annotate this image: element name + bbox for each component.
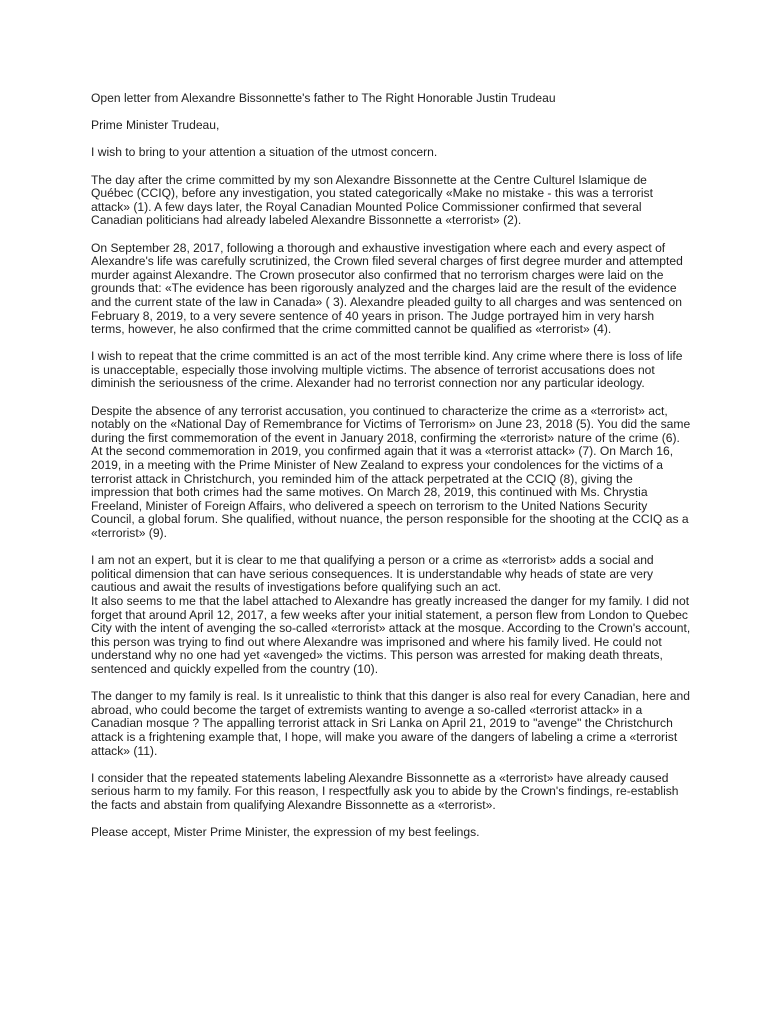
- paragraph-day-after: The day after the crime committed by my son Alexandre Bissonnette at the Centre Culturel Islamique de Québec (CCIQ), before any investigation, you stated categorically «Make no mistake - this was a terrorist attack» (1). A few days later, the Royal Canadian Mounted Police Commissioner confirmed that several Canadian politicians had already labeled Alexandre Bissonnette a «terrorist» (2).: [91, 172, 653, 228]
- paragraph-seriousness: I wish to repeat that the crime committed is an act of the most terrible kind. Any crime where there is loss of life is unacceptable, especially those involving multiple victims. The absence of terrorist accusations does not diminish the seriousness of the crime. Alexander had no terrorist connection nor any particular ideology.: [91, 349, 683, 391]
- letter-salutation: Prime Minister Trudeau,: [91, 118, 220, 133]
- paragraph-danger-real: The danger to my family is real. Is it unrealistic to think that this danger is also real for every Canadian, here and abroad, who could become the target of extremists wanting to avenge a so-called «terrorist attack» in a Canadian mosque ? The appalling terrorist attack in Sri Lanka on April 21, 2019 to "avenge" the Christchurch attack is a frightening example that, I hope, will make you aware of the dangers of labeling a crime a «terrorist attack» (11).: [91, 689, 690, 758]
- letter-heading: Open letter from Alexandre Bissonnette's father to The Right Honorable Justin Trudeau: [91, 91, 556, 105]
- paragraph-danger-label: It also seems to me that the label attached to Alexandre has greatly increased the danger for my family. I did not forget that around April 12, 2017, a few weeks after your initial statement, a person flew from London to Quebec City with the intent of avenging the so-called «terrorist» attack at the mosque. According to the Crown's account, this person was trying to find out where Alexandre was imprisoned and where his family lived. He could not understand why no one had yet «avenged» the victims. This person was arrested for making death threats, sentenced and quickly expelled from the country (10).: [91, 593, 691, 676]
- paragraph-intro: I wish to bring to your attention a situation of the utmost concern.: [91, 145, 438, 160]
- paragraph-investigation: On September 28, 2017, following a thorough and exhaustive investigation where each and every aspect of Alexandre's life was carefully scrutinized, the Crown filed several charges of first degree murder and attempted murder against Alexandre. The Crown prosecutor also confirmed that no terrorism charges were laid on the grounds that: «The evidence has been rigorously analyzed and the charges laid are the result of the evidence and the current state of the law in Canada» ( 3). Alexandre pleaded guilty to all charges and was sentenced on February 8, 2019, to a very severe sentence of 40 years in prison. The Judge portrayed him in very harsh terms, however, he also confirmed that the crime committed cannot be qualified as «terrorist» (4).: [91, 240, 683, 337]
- paragraph-not-expert: I am not an expert, but it is clear to me that qualifying a person or a crime as «terrorist» adds a social and political dimension that can have serious consequences. It is understandable why heads of state are very cautious and await the results of investigations before qualifying such an act.: [91, 553, 654, 595]
- letter-closing: Please accept, Mister Prime Minister, the expression of my best feelings.: [91, 825, 480, 840]
- letter-page: [91, 92, 691, 853]
- paragraph-request: I consider that the repeated statements labeling Alexandre Bissonnette as a «terrorist» have already caused serious harm to my family. For this reason, I respectfully ask you to abide by the Crown's findings, re-establish the facts and abstain from qualifying Alexandre Bissonnette as a «terrorist».: [91, 770, 679, 812]
- paragraph-characterization: Despite the absence of any terrorist accusation, you continued to characterize the crime as a «terrorist» act, notably on the «National Day of Remembrance for Victims of Terrorism» on June 23, 2018 (5). You did the same during the first commemoration of the event in January 2018, confirming the «terrorist» nature of the crime (6). At the second commemoration in 2019, you confirmed again that it was a «terrorist attack» (7). On March 16, 2019, in a meeting with the Prime Minister of New Zealand to express your condolences for the victims of a terrorist attack in Christchurch, you reminded him of the attack perpetrated at the CCIQ (8), giving the impression that both crimes had the same motives. On March 28, 2019, this continued with Ms. Chrystia Freeland, Minister of Foreign Affairs, who delivered a speech on terrorism to the United Nations Security Council, a global forum. She qualified, without nuance, the person responsible for the shooting at the CCIQ as a «terrorist» (9).: [91, 403, 691, 540]
